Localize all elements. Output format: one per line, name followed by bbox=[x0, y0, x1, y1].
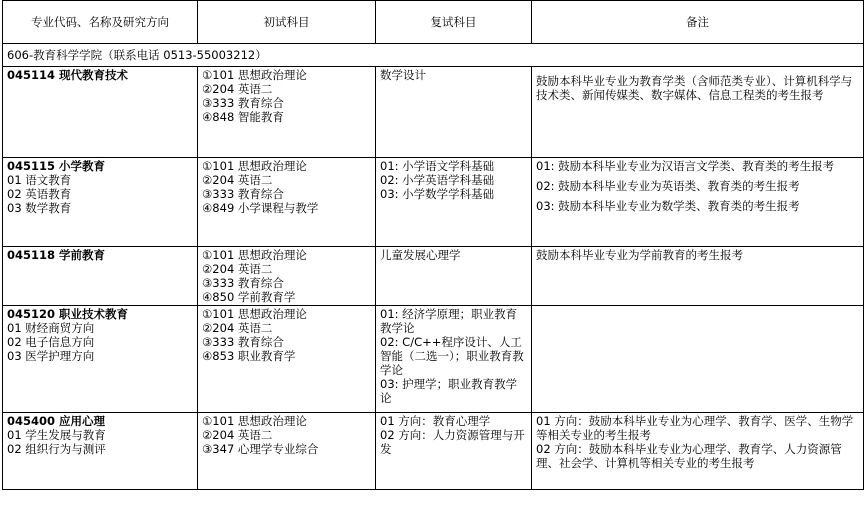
exam-subject: ②204 英语二 bbox=[202, 262, 273, 276]
table-row bbox=[3, 158, 864, 247]
exam-subject: ③333 教育综合 bbox=[202, 187, 284, 201]
retest-subject: 02: C/C++程序设计、人工智能（二选一）；职业教育教学论 bbox=[380, 335, 524, 377]
major-direction: 01 学生发展与教育 bbox=[7, 428, 106, 442]
retest-subject: 儿童发展心理学 bbox=[380, 248, 461, 262]
exam-subject: ③347 心理学专业综合 bbox=[202, 442, 319, 456]
exam-subject: ①101 思想政治理论 bbox=[202, 248, 307, 262]
major-direction: 03 数学教育 bbox=[7, 201, 72, 215]
major-title: 045118 学前教育 bbox=[7, 248, 106, 262]
exam-subject: ②204 英语二 bbox=[202, 321, 273, 335]
major-cell bbox=[3, 67, 198, 158]
retest-cell bbox=[376, 158, 532, 247]
note-text: 01 方向：鼓励本科毕业专业为心理学、教育学、医学、生物学等相关专业的考生报考 bbox=[536, 414, 854, 442]
retest-cell bbox=[376, 247, 532, 306]
header-row bbox=[3, 1, 864, 44]
major-title: 045114 现代教育技术 bbox=[7, 68, 129, 82]
major-direction: 03 医学护理方向 bbox=[7, 349, 95, 363]
college-name: 606-教育科学学院（联系电话 0513-55003212） bbox=[3, 44, 864, 67]
exam-subject: ④849 小学课程与教学 bbox=[202, 201, 319, 215]
retest-subject: 数学设计 bbox=[380, 68, 426, 82]
major-direction: 01 语文教育 bbox=[7, 173, 72, 187]
major-direction: 02 组织行为与测评 bbox=[7, 442, 106, 456]
table-row bbox=[3, 67, 864, 158]
retest-cell bbox=[376, 413, 532, 490]
major-cell bbox=[3, 413, 198, 490]
exam-subject: ④850 学前教育学 bbox=[202, 290, 296, 304]
note-text: 鼓励本科毕业专业为学前教育的考生报考 bbox=[536, 248, 743, 262]
header-notes: 备注 bbox=[532, 1, 864, 44]
table-row bbox=[3, 306, 864, 413]
notes-cell bbox=[532, 67, 864, 158]
exam-subject: ③333 教育综合 bbox=[202, 96, 284, 110]
exam-subject: ①101 思想政治理论 bbox=[202, 159, 307, 173]
exam-subject: ①101 思想政治理论 bbox=[202, 68, 307, 82]
table-row bbox=[3, 413, 864, 490]
major-cell bbox=[3, 306, 198, 413]
exam-cell bbox=[198, 67, 376, 158]
header-exam: 初试科目 bbox=[198, 1, 376, 44]
exam-cell bbox=[198, 158, 376, 247]
major-direction: 02 英语教育 bbox=[7, 187, 72, 201]
major-cell bbox=[3, 158, 198, 247]
retest-subject: 01: 小学语文学科基础 bbox=[380, 159, 495, 173]
major-title: 045120 职业技术教育 bbox=[7, 307, 129, 321]
exam-cell bbox=[198, 413, 376, 490]
retest-cell bbox=[376, 67, 532, 158]
exam-cell bbox=[198, 247, 376, 306]
exam-subject: ③333 教育综合 bbox=[202, 276, 284, 290]
major-direction: 01 财经商贸方向 bbox=[7, 321, 95, 335]
admissions-table bbox=[2, 0, 864, 490]
notes-cell bbox=[532, 413, 864, 490]
note-text: 02: 鼓励本科毕业专业为英语类、教育类的考生报考 bbox=[536, 179, 800, 193]
major-cell bbox=[3, 247, 198, 306]
exam-cell bbox=[198, 306, 376, 413]
notes-cell bbox=[532, 247, 864, 306]
exam-subject: ①101 思想政治理论 bbox=[202, 307, 307, 321]
major-title: 045115 小学教育 bbox=[7, 159, 106, 173]
exam-subject: ④848 智能教育 bbox=[202, 110, 284, 124]
retest-subject: 03: 护理学；职业教育教学论 bbox=[380, 377, 518, 405]
exam-subject: ②204 英语二 bbox=[202, 428, 273, 442]
note-text: 02 方向：鼓励本科毕业专业为心理学、教育学、人力资源管理、社会学、计算机等相关专业的考生报考 bbox=[536, 442, 842, 470]
note-text: 01: 鼓励本科毕业专业为汉语言文学类、教育类的考生报考 bbox=[536, 159, 835, 173]
note-text: 鼓励本科毕业专业为教育学类（含师范类专业）、计算机科学与技术类、新闻传媒类、数字媒体、信息工程类的考生报考 bbox=[536, 74, 853, 102]
note-text: 03: 鼓励本科毕业专业为数学类、教育类的考生报考 bbox=[536, 199, 800, 213]
table-row bbox=[3, 247, 864, 306]
college-row bbox=[3, 44, 864, 67]
exam-subject: ④853 职业教育学 bbox=[202, 349, 296, 363]
exam-subject: ②204 英语二 bbox=[202, 82, 273, 96]
retest-cell bbox=[376, 306, 532, 413]
notes-cell bbox=[532, 158, 864, 247]
retest-subject: 02: 小学英语学科基础 bbox=[380, 173, 495, 187]
retest-subject: 03: 小学数学学科基础 bbox=[380, 187, 495, 201]
retest-subject: 02 方向：人力资源管理与开发 bbox=[380, 428, 525, 456]
exam-subject: ①101 思想政治理论 bbox=[202, 414, 307, 428]
exam-subject: ②204 英语二 bbox=[202, 173, 273, 187]
retest-subject: 01: 经济学原理；职业教育教学论 bbox=[380, 307, 518, 335]
header-retest: 复试科目 bbox=[376, 1, 532, 44]
retest-subject: 01 方向：教育心理学 bbox=[380, 414, 491, 428]
major-direction: 02 电子信息方向 bbox=[7, 335, 95, 349]
major-title: 045400 应用心理 bbox=[7, 414, 106, 428]
notes-cell bbox=[532, 306, 864, 413]
header-major: 专业代码、名称及研究方向 bbox=[3, 1, 198, 44]
exam-subject: ③333 教育综合 bbox=[202, 335, 284, 349]
